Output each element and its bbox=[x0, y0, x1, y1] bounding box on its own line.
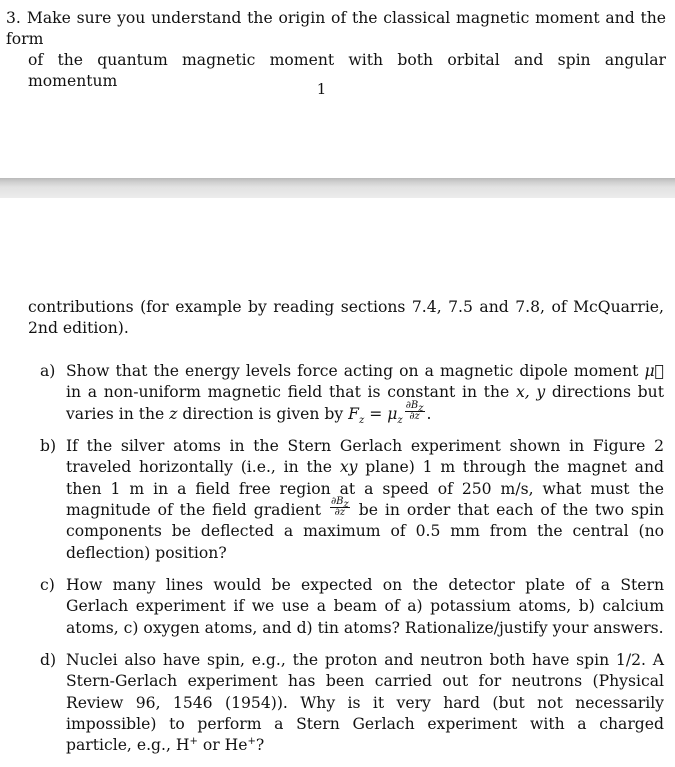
charge-superscript: + bbox=[189, 735, 198, 747]
text-segment: plane) 1 m through the magnet and then 1 m in a field free region at a speed of 250 m/s, what must the magnitude of the field gradient bbox=[66, 458, 664, 519]
frac-numerator: ∂B bbox=[330, 496, 344, 508]
math-mu-vector: μ⃗ bbox=[644, 362, 664, 380]
part-label: d) bbox=[40, 650, 57, 669]
problem-line-2: of the quantum magnetic moment with both orbital and spin angular momentum bbox=[28, 51, 666, 90]
part-label: b) bbox=[40, 437, 57, 456]
charge-superscript: + bbox=[247, 735, 256, 747]
part-c bbox=[40, 575, 664, 639]
part-b bbox=[40, 436, 664, 564]
intro-paragraph: contributions (for example by reading sections 7.4, 7.5 and 7.8, of McQuarrie, 2nd edition). bbox=[28, 298, 664, 337]
gradient-fraction bbox=[330, 497, 350, 518]
math-f: F bbox=[348, 404, 359, 423]
text-segment: directions but varies in the bbox=[66, 383, 664, 423]
part-label: a) bbox=[40, 362, 56, 380]
page-separator bbox=[0, 178, 675, 198]
part-label: c) bbox=[40, 576, 55, 595]
problem-line-1: Make sure you understand the origin of the classical magnetic moment and the form bbox=[6, 9, 666, 48]
gradient-fraction bbox=[405, 401, 425, 422]
text-segment: be in order that each of the two spin components be deflected a maximum of 0.5 mm from the central (no deflection) position? bbox=[66, 500, 665, 562]
math-sub: z bbox=[359, 414, 365, 426]
text-segment: . bbox=[426, 404, 432, 423]
frac-numerator: ∂B bbox=[405, 400, 419, 412]
part-text bbox=[66, 436, 664, 564]
force-formula bbox=[348, 400, 432, 426]
problem-number: 3. bbox=[6, 9, 21, 27]
part-text bbox=[66, 650, 664, 756]
frac-denominator: ∂z bbox=[334, 507, 346, 519]
question-parts bbox=[40, 361, 664, 767]
text-segment: Show that the energy levels force acting on a magnetic dipole moment bbox=[66, 362, 639, 380]
page-number: 1 bbox=[316, 80, 327, 98]
text-segment: direction is given by bbox=[182, 404, 344, 423]
part-a bbox=[40, 361, 664, 425]
math-equals: = bbox=[364, 404, 388, 423]
part-text: How many lines would be expected on the detector plate of a Stern Gerlach experiment if we use a beam of a) potassium atoms, b) calcium atoms, c) oxygen atoms, and d) tin atoms? Rationalize/justify your answers. bbox=[66, 576, 664, 637]
frac-sub: z bbox=[418, 403, 424, 415]
page-1-bottom bbox=[0, 0, 675, 178]
part-text bbox=[66, 361, 664, 425]
frac-denominator: ∂z bbox=[409, 411, 420, 423]
text-segment: Nuclei also have spin, e.g., the proton and neutron both have spin 1/2. A Stern-Gerlach experiment has been carried out for neutrons (Physical Review 96, 1546 (1954)). Why is it very hard (but not necessarily impossible) to perform a Stern Gerlach experiment with a charged particle, e.g., H bbox=[66, 650, 664, 755]
math-sub: z bbox=[397, 414, 403, 426]
math-mu: μ bbox=[387, 404, 398, 423]
frac-sub: z bbox=[343, 499, 349, 511]
text-segment: or He bbox=[197, 736, 248, 755]
text-segment: in a non-uniform magnetic field that is constant in the bbox=[66, 383, 510, 402]
text-segment: If the silver atoms in the Stern Gerlach experiment shown in Figure 2 traveled horizontally (i.e., in the bbox=[66, 437, 664, 477]
text-segment: ? bbox=[255, 736, 265, 755]
part-d bbox=[40, 650, 664, 756]
math-xy: x, y bbox=[515, 383, 546, 402]
math-xy: xy bbox=[339, 458, 358, 477]
math-z: z bbox=[169, 404, 178, 423]
